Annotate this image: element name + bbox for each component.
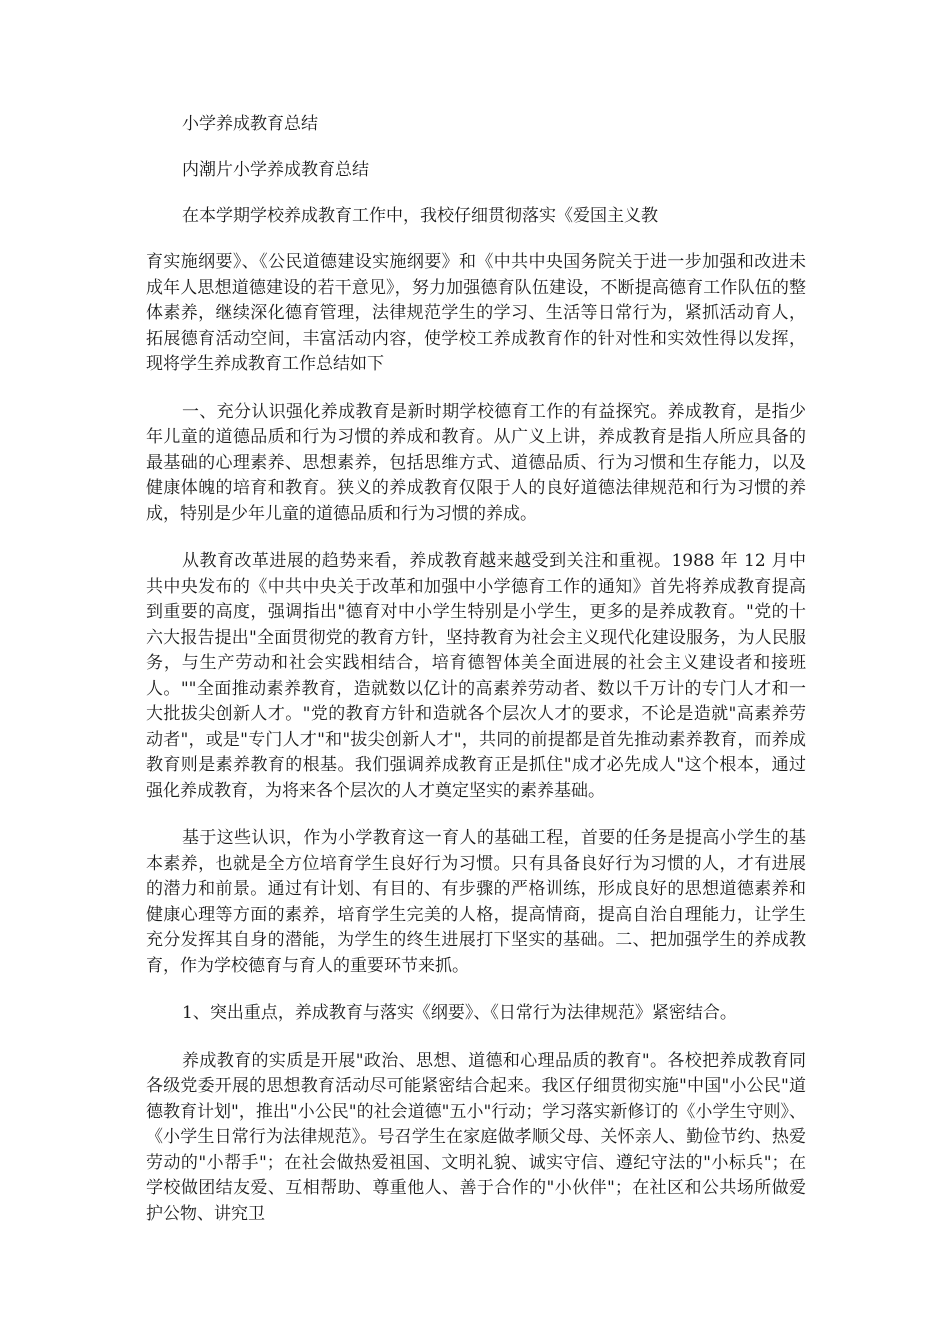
paragraph-trend: 从教育改革进展的趋势来看，养成教育越来越受到关注和重视。1988 年 12 月中共中央发布的《中共中央关于改革和加强中小学德育工作的通知》首先将养成教育提高到重要的高度，强调指出"德育对中小学生特别是小学生，更多的是养成教育。"党的十六大报告提出"全面贯彻党的教育方针，坚持教育为社会主义现代化建设服务，为人民服务，与生产劳动和社会实践相结合，培育德智体美全面进展的社会主义建设者和接班人。""全面推动素养教育，造就数以亿计的高素养劳动者、数以千万计的专门人才和一大批拔尖创新人才。"党的教育方针和造就各个层次人才的要求，不论是造就"高素养劳动者"，或是"专门人才"和"拔尖创新人才"，共同的前提都是首先推动素养教育，而养成教育则是素养教育的根基。我们强调养成教育正是抓住"成才必先成人"这个根本，通过强化养成教育，为将来各个层次的人才奠定坚实的素养基础。 [146,551,806,801]
paragraph-essence: 养成教育的实质是开展"政治、思想、道德和心理品质的教育"。各校把养成教育同各级党委开展的思想教育活动尽可能紧密结合起来。我区仔细贯彻实施"中国"小公民"道德教育计划"，推出"小公民"的社会道德"五小"行动；学习落实新修订的《小学生守则》、《小学生日常行为法律规范》。号召学生在家庭做孝顺父母、关怀亲人、勤俭节约、热爱劳动的"小帮手"；在社会做热爱祖国、文明礼貌、诚实守信、遵纪守法的"小标兵"；在学校做团结友爱、互相帮助、尊重他人、善于合作的"小伙伴"；在社区和公共场所做爱护公物、讲究卫 [146,1050,806,1224]
paragraph-section-one: 一、充分认识强化养成教育是新时期学校德育工作的有益探究。养成教育，是指少年儿童的道德品质和行为习惯的养成和教育。从广义上讲，养成教育是指人所应具备的最基础的心理素养、思想素养，包括思维方式、道德品质、行为习惯和生存能力，以及健康体魄的培育和教育。狭义的养成教育仅限于人的良好道德法律规范和行为习惯的养成，特别是少年儿童的道德品质和行为习惯的养成。 [146,401,806,524]
paragraph-basis: 基于这些认识，作为小学教育这一育人的基础工程，首要的任务是提高小学生的基本素养，也就是全方位培育学生良好行为习惯。只有具备良好行为习惯的人，才有进展的潜力和前景。通过有计划、有目的、有步骤的严格训练，形成良好的思想道德素养和健康心理等方面的素养，培育学生完美的人格，提高情商，提高自治自理能力，让学生充分发挥其自身的潜能，为学生的终生进展打下坚实的基础。二、把加强学生的养成教育，作为学校德育与育人的重要环节来抓。 [146,828,806,976]
document-title: 小学养成教育总结 [182,114,318,134]
intro-first-line: 在本学期学校养成教育工作中，我校仔细贯彻落实《爱国主义教 [182,206,658,226]
paragraph-intro: 育实施纲要》、《公民道德建设实施纲要》和《中共中央国务院关于进一步加强和改进未成年人思想道德建设的若干意见》，努力加强德育队伍建设，不断提高德育工作队伍的整体素养，继续深化德育管理，法律规范学生的学习、生活等日常行为，紧抓活动育人，拓展德育活动空间，丰富活动内容，使学校工养成教育作的针对性和实效性得以发挥，现将学生养成教育工作总结如下 [146,252,806,374]
document-page [146,112,806,1249]
document-subtitle: 内潮片小学养成教育总结 [182,160,369,180]
paragraph-point-one: 1、突出重点，养成教育与落实《纲要》、《日常行为法律规范》紧密结合。 [182,1003,737,1023]
